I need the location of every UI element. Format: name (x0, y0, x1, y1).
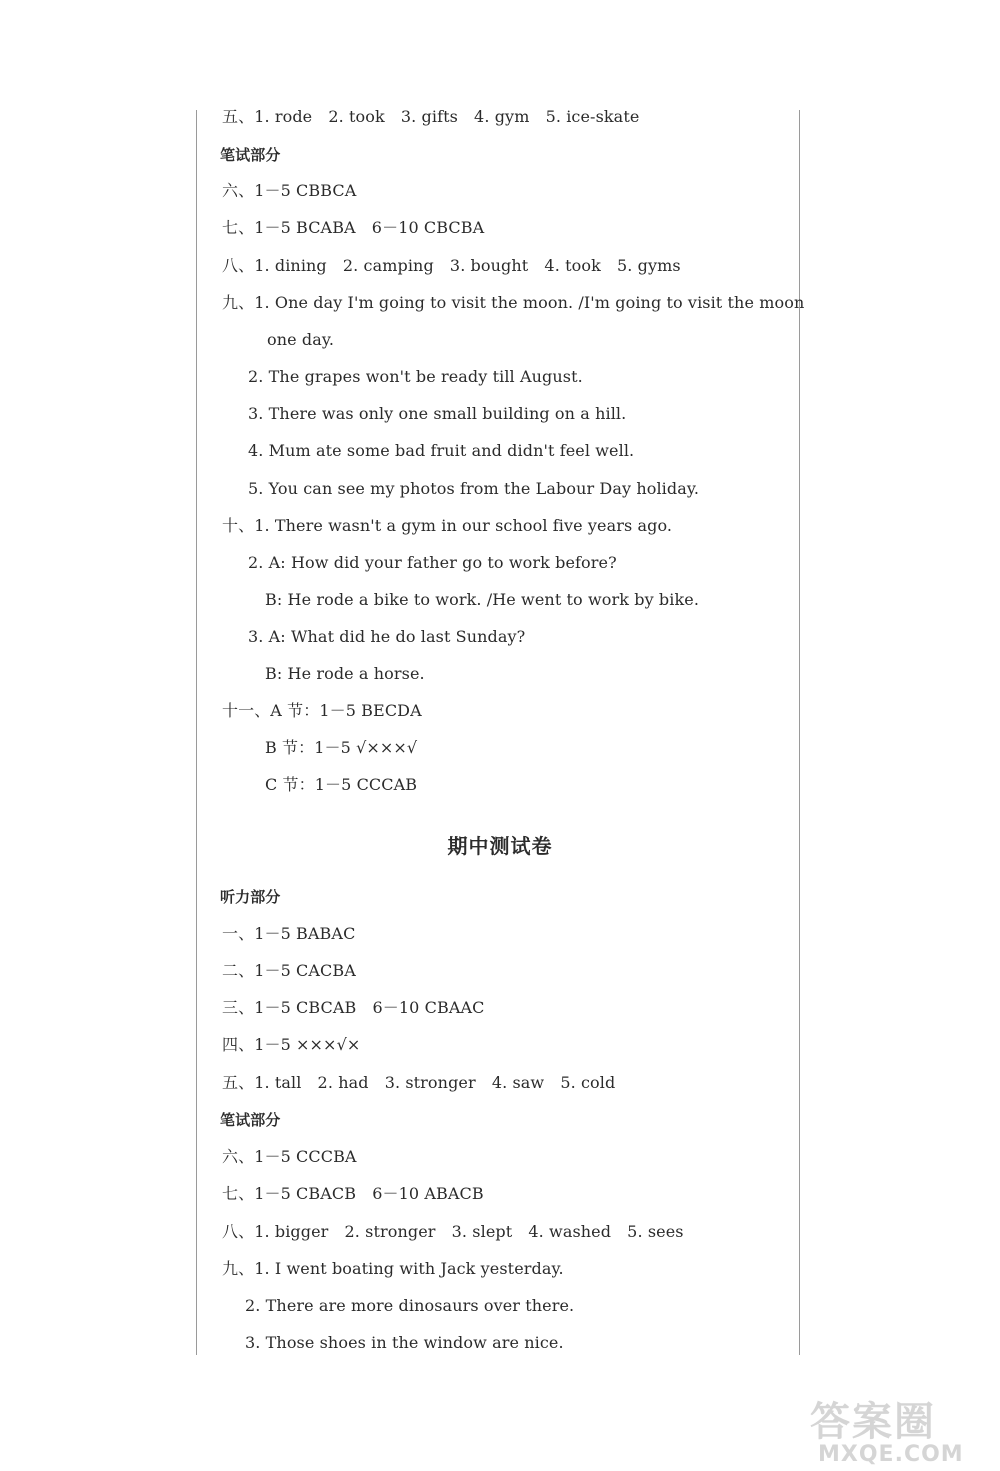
midterm-line-9-3: 3. Those shoes in the window are nice. (245, 1333, 564, 1352)
answer-line-10-3b: B: He rode a horse. (265, 664, 425, 683)
answer-line-9-1-cont: one day. (267, 330, 335, 349)
answer-line-9-5: 5. You can see my photos from the Labour Day holiday. (248, 479, 700, 498)
midterm-title: 期中测试卷 (447, 834, 553, 858)
midterm-line-8: 八、1. bigger 2. stronger 3. slept 4. washed 5. sees (222, 1222, 684, 1241)
site-watermark (790, 1390, 990, 1470)
answer-line-9-1: 九、1. One day I'm going to visit the moon. /I'm going to visit the moon (222, 293, 805, 312)
watermark-url: MXQE.COM (818, 1442, 964, 1467)
midterm-line-4: 四、1－5 ×××√× (222, 1035, 361, 1054)
answer-line-6: 六、1－5 CBBCA (222, 181, 357, 200)
midterm-line-7: 七、1－5 CBACB 6－10 ABACB (222, 1184, 484, 1203)
midterm-line-9-2: 2. There are more dinosaurs over there. (245, 1296, 575, 1315)
answer-line-8: 八、1. dining 2. camping 3. bought 4. took 5. gyms (222, 256, 681, 275)
midterm-line-1: 一、1－5 BABAC (222, 924, 356, 943)
answer-line-10-3a: 3. A: What did he do last Sunday? (248, 627, 526, 646)
midterm-line-5: 五、1. tall 2. had 3. stronger 4. saw 5. cold (222, 1073, 616, 1092)
answer-line-11-a: 十一、A 节：1－5 BECDA (222, 701, 422, 720)
midterm-written-part-heading: 笔试部分 (220, 1111, 281, 1129)
left-margin-rule (196, 110, 197, 1355)
answer-line-10-1: 十、1. There wasn't a gym in our school five years ago. (222, 516, 673, 535)
answer-line-10-2b: B: He rode a bike to work. /He went to work by bike. (265, 590, 700, 609)
listening-part-heading: 听力部分 (220, 888, 281, 906)
midterm-line-9-1: 九、1. I went boating with Jack yesterday. (222, 1259, 564, 1278)
answer-line-10-2a: 2. A: How did your father go to work before? (248, 553, 617, 572)
answer-line-9-3: 3. There was only one small building on a hill. (248, 404, 627, 423)
answer-line-9-2: 2. The grapes won't be ready till August. (248, 367, 583, 386)
written-part-heading: 笔试部分 (220, 146, 281, 164)
watermark-logo-text: 答案圈 (810, 1399, 936, 1445)
answer-line-11-b: B 节：1－5 √×××√ (265, 738, 418, 757)
midterm-line-3: 三、1－5 CBCAB 6－10 CBAAC (222, 998, 485, 1017)
answer-line-11-c: C 节：1－5 CCCAB (265, 775, 418, 794)
midterm-line-6: 六、1－5 CCCBA (222, 1147, 357, 1166)
answer-line-7: 七、1－5 BCABA 6－10 CBCBA (222, 218, 485, 237)
midterm-line-2: 二、1－5 CACBA (222, 961, 356, 980)
answer-line-5: 五、1. rode 2. took 3. gifts 4. gym 5. ice-skate (222, 107, 640, 126)
answer-line-9-4: 4. Mum ate some bad fruit and didn't feel well. (248, 441, 635, 460)
